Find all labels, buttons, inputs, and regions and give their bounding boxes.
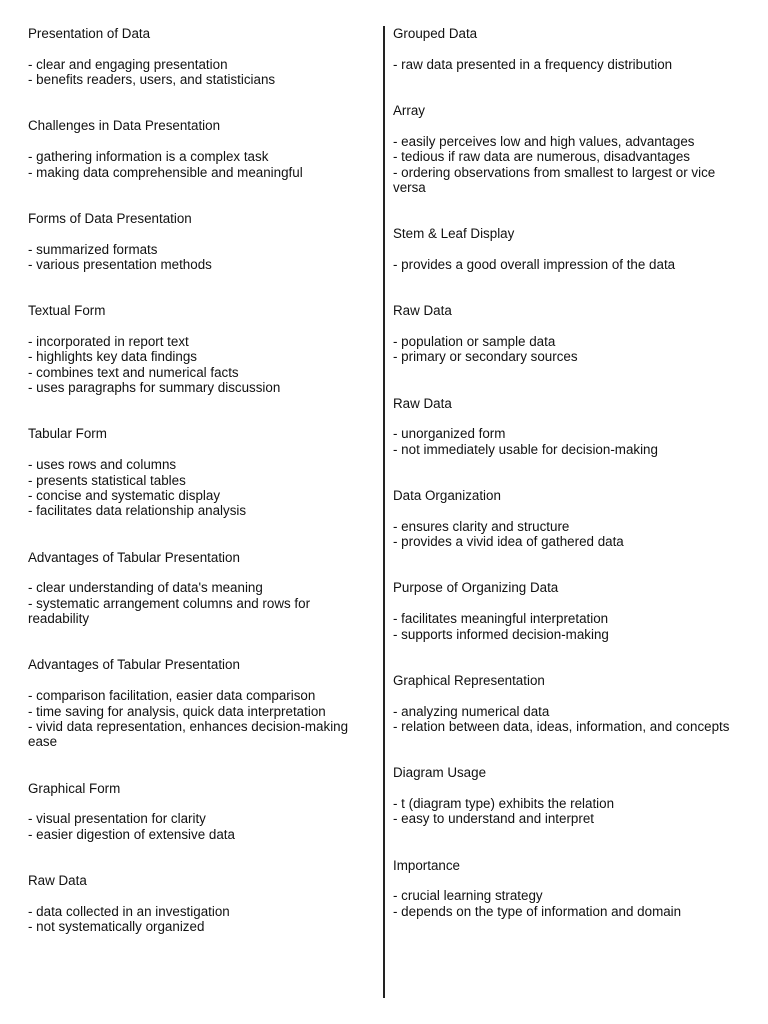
section-item: - analyzing numerical data — [393, 703, 550, 719]
section-item: - not immediately usable for decision-making — [393, 441, 658, 457]
section-title: Advantages of Tabular Presentation — [28, 657, 240, 673]
section-item-list — [393, 426, 748, 457]
section-item: - tedious if raw data are numerous, disadvantages — [393, 149, 690, 165]
section-title: Data Organization — [393, 488, 501, 504]
section-title: Forms of Data Presentation — [28, 210, 192, 226]
section-item-list — [393, 796, 748, 827]
note-section — [28, 303, 373, 395]
note-section — [393, 765, 748, 827]
left-column — [28, 26, 373, 935]
section-title: Diagram Usage — [393, 765, 487, 781]
note-section — [28, 426, 373, 518]
note-section — [28, 211, 373, 273]
note-section — [28, 873, 373, 935]
section-item: - facilitates meaningful interpretation — [393, 611, 609, 627]
section-item-list — [393, 704, 748, 735]
section-title: Graphical Representation — [393, 672, 545, 688]
section-item-list — [393, 611, 748, 642]
section-item-list — [28, 242, 373, 273]
note-section — [28, 657, 373, 749]
section-item: - easier digestion of extensive data — [28, 826, 235, 842]
section-title: Importance — [393, 857, 460, 873]
section-title: Graphical Form — [28, 780, 121, 796]
section-item: - relation between data, ideas, information, and concepts — [393, 719, 730, 735]
section-item: - crucial learning strategy — [393, 888, 543, 904]
section-item: - benefits readers, users, and statisticians — [28, 72, 276, 88]
note-section — [28, 26, 373, 88]
section-item-list — [393, 519, 748, 550]
section-title: Advantages of Tabular Presentation — [28, 549, 240, 565]
note-section — [393, 103, 748, 195]
section-item: - easy to understand and interpret — [393, 811, 594, 827]
section-item: - systematic arrangement columns and rows for readability — [28, 595, 311, 627]
section-item: - highlights key data findings — [28, 349, 197, 365]
section-item: - uses rows and columns — [28, 457, 177, 473]
section-item-list — [28, 580, 373, 626]
section-title: Raw Data — [28, 873, 87, 889]
section-item: - not systematically organized — [28, 919, 205, 935]
section-item: - presents statistical tables — [28, 472, 186, 488]
section-title: Stem & Leaf Display — [393, 226, 515, 242]
section-item: - population or sample data — [393, 334, 556, 350]
section-item: - various presentation methods — [28, 257, 212, 273]
section-item: - incorporated in report text — [28, 334, 189, 350]
section-item: - raw data presented in a frequency distribution — [393, 56, 673, 72]
section-item: - ordering observations from smallest to largest or vice versa — [393, 164, 716, 196]
section-item-list — [28, 57, 373, 88]
section-item: - clear understanding of data's meaning — [28, 580, 263, 596]
section-title: Raw Data — [393, 303, 452, 319]
section-title: Purpose of Organizing Data — [393, 580, 559, 596]
section-item-list — [393, 334, 748, 365]
note-section — [393, 488, 748, 550]
note-section — [28, 781, 373, 843]
section-item: - provides a good overall impression of the data — [393, 257, 676, 273]
section-item: - depends on the type of information and domain — [393, 903, 682, 919]
section-title: Presentation of Data — [28, 26, 151, 41]
section-item: - making data comprehensible and meaningful — [28, 164, 303, 180]
section-item: - visual presentation for clarity — [28, 811, 206, 827]
section-title: Raw Data — [393, 395, 452, 411]
section-item: - combines text and numerical facts — [28, 364, 239, 380]
note-section — [28, 118, 373, 180]
section-item: - vivid data representation, enhances decision-making ease — [28, 719, 349, 750]
section-item-list — [393, 257, 748, 272]
section-item-list — [393, 134, 748, 196]
section-item: - provides a vivid idea of gathered data — [393, 534, 624, 550]
section-title: Grouped Data — [393, 26, 478, 41]
section-title: Array — [393, 103, 425, 118]
section-item: - uses paragraphs for summary discussion — [28, 380, 281, 396]
note-section — [393, 580, 748, 642]
section-item: - t (diagram type) exhibits the relation — [393, 796, 615, 812]
section-item: - time saving for analysis, quick data interpretation — [28, 703, 326, 719]
note-section — [393, 26, 748, 72]
section-title: Textual Form — [28, 303, 106, 319]
note-section — [393, 303, 748, 365]
section-item: - facilitates data relationship analysis — [28, 503, 247, 519]
note-section — [393, 226, 748, 272]
section-title: Tabular Form — [28, 426, 107, 442]
section-item-list — [28, 811, 373, 842]
right-column — [393, 26, 748, 919]
section-item-list — [28, 457, 373, 519]
section-item: - easily perceives low and high values, advantages — [393, 133, 695, 149]
section-item: - clear and engaging presentation — [28, 56, 228, 72]
section-item-list — [28, 334, 373, 396]
column-divider — [383, 26, 385, 998]
section-item: - supports informed decision-making — [393, 626, 609, 642]
section-item: - gathering information is a complex task — [28, 149, 269, 165]
section-item: - primary or secondary sources — [393, 349, 578, 365]
section-item-list — [28, 149, 373, 180]
section-item: - concise and systematic display — [28, 488, 221, 504]
section-item: - data collected in an investigation — [28, 903, 230, 919]
section-item-list — [28, 688, 373, 750]
section-title: Challenges in Data Presentation — [28, 118, 221, 134]
section-item: - summarized formats — [28, 241, 158, 257]
note-section — [393, 673, 748, 735]
section-item-list — [28, 904, 373, 935]
section-item: - ensures clarity and structure — [393, 518, 570, 534]
section-item: - comparison facilitation, easier data comparison — [28, 688, 316, 704]
note-section — [393, 396, 748, 458]
section-item: - unorganized form — [393, 426, 506, 442]
note-section — [28, 550, 373, 627]
section-item-list — [393, 57, 748, 72]
note-section — [393, 858, 748, 920]
section-item-list — [393, 888, 748, 919]
